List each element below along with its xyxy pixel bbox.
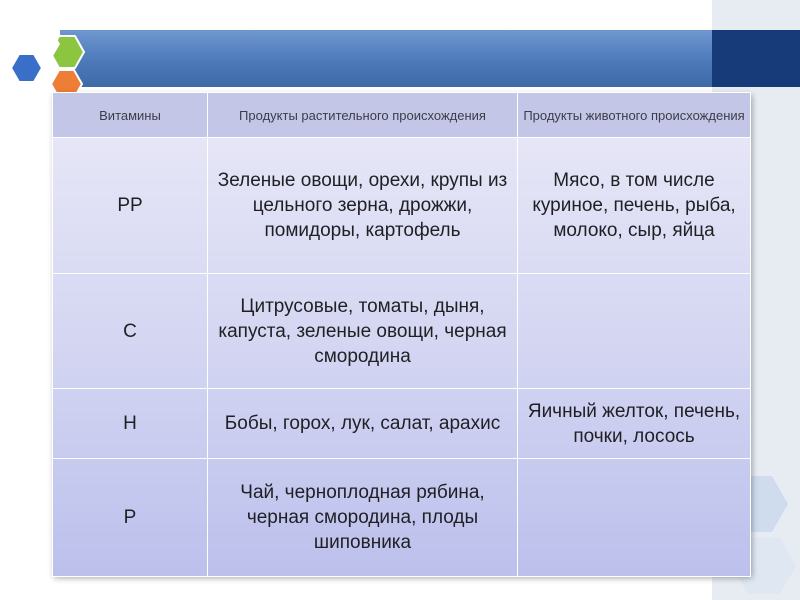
hexagon-logo <box>8 18 90 100</box>
header-band-dark-end <box>712 30 800 87</box>
header-plant-products: Продукты растительного происхождения <box>208 93 518 138</box>
header-animal-products: Продукты животного происхождения <box>518 93 751 138</box>
animal-products-cell: Яичный желток, печень, почки, лосось <box>518 389 751 459</box>
vitamins-table <box>52 92 751 577</box>
table-row <box>53 389 751 459</box>
animal-products-cell <box>518 274 751 389</box>
table-row <box>53 459 751 577</box>
animal-products-cell: Мясо, в том числе куриное, печень, рыба, молоко, сыр, яйца <box>518 138 751 274</box>
table-header-row <box>53 93 751 138</box>
table-row <box>53 138 751 274</box>
vitamins-table-container <box>52 92 750 575</box>
vitamin-cell: Р <box>53 459 208 577</box>
vitamin-cell: С <box>53 274 208 389</box>
animal-products-cell <box>518 459 751 577</box>
table-row <box>53 274 751 389</box>
plant-products-cell: Бобы, горох, лук, салат, арахис <box>208 389 518 459</box>
vitamin-cell: PP <box>53 138 208 274</box>
header-band <box>60 30 800 87</box>
header-vitamins: Витамины <box>53 93 208 138</box>
plant-products-cell: Зеленые овощи, орехи, крупы из цельного зерна, дрожжи, помидоры, картофель <box>208 138 518 274</box>
blue-hexagon-icon <box>11 54 42 82</box>
plant-products-cell: Цитрусовые, томаты, дыня, капуста, зеленые овощи, черная смородина <box>208 274 518 389</box>
vitamin-cell: Н <box>53 389 208 459</box>
plant-products-cell: Чай, черноплодная рябина, черная смородина, плоды шиповника <box>208 459 518 577</box>
